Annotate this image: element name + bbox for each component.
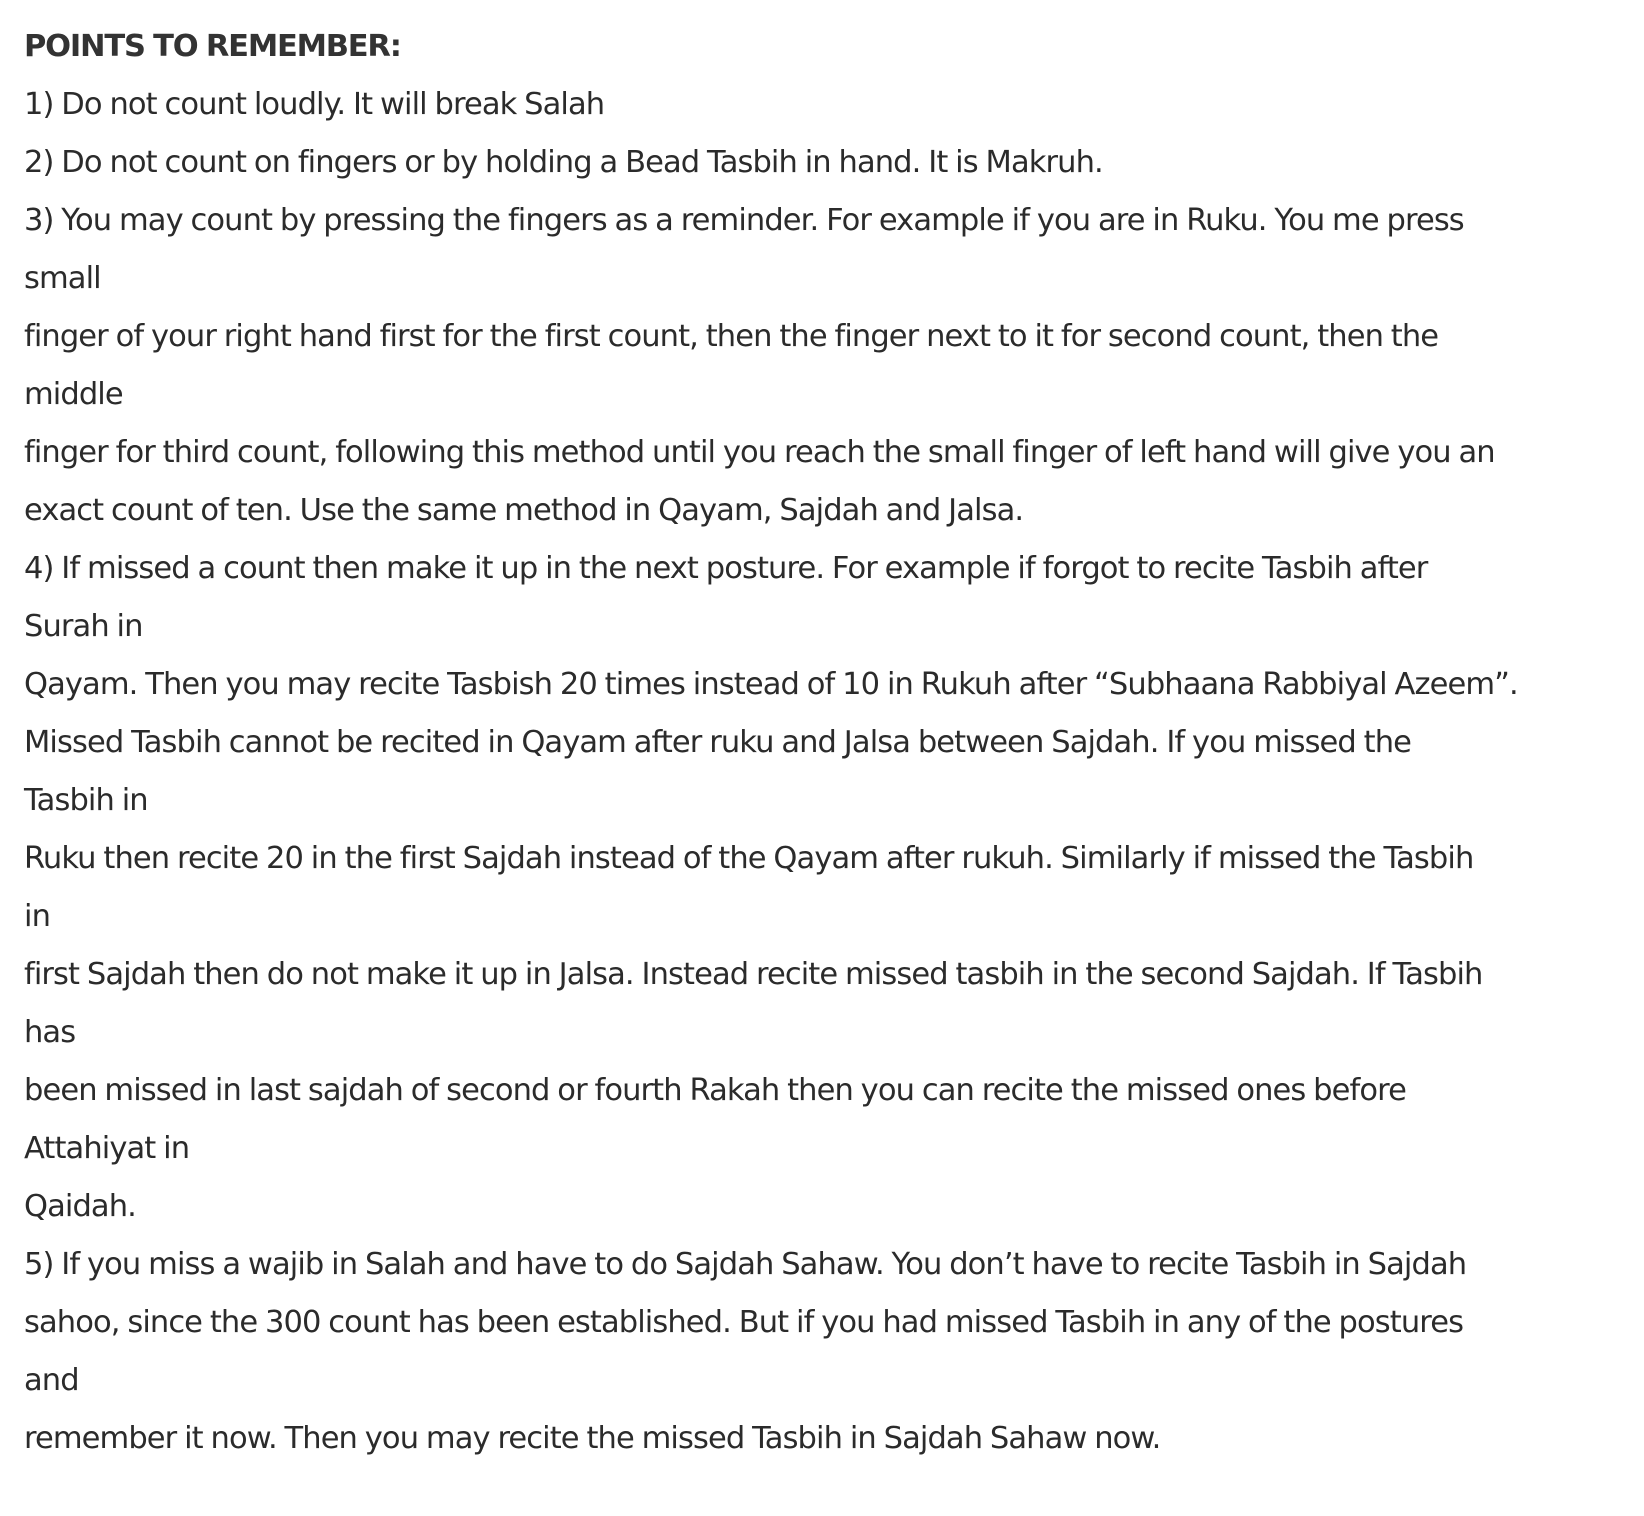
text-line: exact count of ten. Use the same method in Qayam, Sajdah and Jalsa. [24,493,1024,528]
text-line: 5) If you miss a wajib in Salah and have to do Sajdah Sahaw. You don’t have to recite Tasbih in Sajdah [24,1247,1467,1282]
text-line: 2) Do not count on fingers or by holding a Bead Tasbih in hand. It is Makruh. [24,145,1103,180]
text-line: finger of your right hand first for the first count, then the finger next to it for second count, then the [24,319,1439,354]
text-line: in [24,899,51,934]
text-line: remember it now. Then you may recite the missed Tasbih in Sajdah Sahaw now. [24,1421,1161,1456]
text-line: and [24,1363,79,1398]
text-line: Tasbih in [24,783,148,818]
text-line: Surah in [24,609,143,644]
document-body [24,18,1640,1468]
text-line: Qaidah. [24,1189,136,1224]
text-line: 1) Do not count loudly. It will break Salah [24,87,605,122]
text-line: Missed Tasbih cannot be recited in Qayam after ruku and Jalsa between Sajdah. If you missed the [24,725,1412,760]
text-line: Qayam. Then you may recite Tasbish 20 times instead of 10 in Rukuh after “Subhaana Rabbiyal Azeem”. [24,667,1518,702]
text-line: small [24,261,101,296]
text-line: sahoo, since the 300 count has been established. But if you had missed Tasbih in any of the postures [24,1305,1464,1340]
text-line: 4) If missed a count then make it up in the next posture. For example if forgot to recite Tasbih after [24,551,1428,586]
text-line: Attahiyat in [24,1131,190,1166]
points-heading: POINTS TO REMEMBER: [24,29,401,64]
text-line: Ruku then recite 20 in the first Sajdah instead of the Qayam after rukuh. Similarly if missed the Tasbih [24,841,1474,876]
text-line: has [24,1015,76,1050]
text-line: middle [24,377,123,412]
text-line: 3) You may count by pressing the fingers as a reminder. For example if you are in Ruku. You me press [24,203,1464,238]
text-line: first Sajdah then do not make it up in Jalsa. Instead recite missed tasbih in the second Sajdah. If Tasbih [24,957,1483,992]
text-line: been missed in last sajdah of second or fourth Rakah then you can recite the missed ones before [24,1073,1406,1108]
text-line: finger for third count, following this method until you reach the small finger of left hand will give you an [24,435,1495,470]
